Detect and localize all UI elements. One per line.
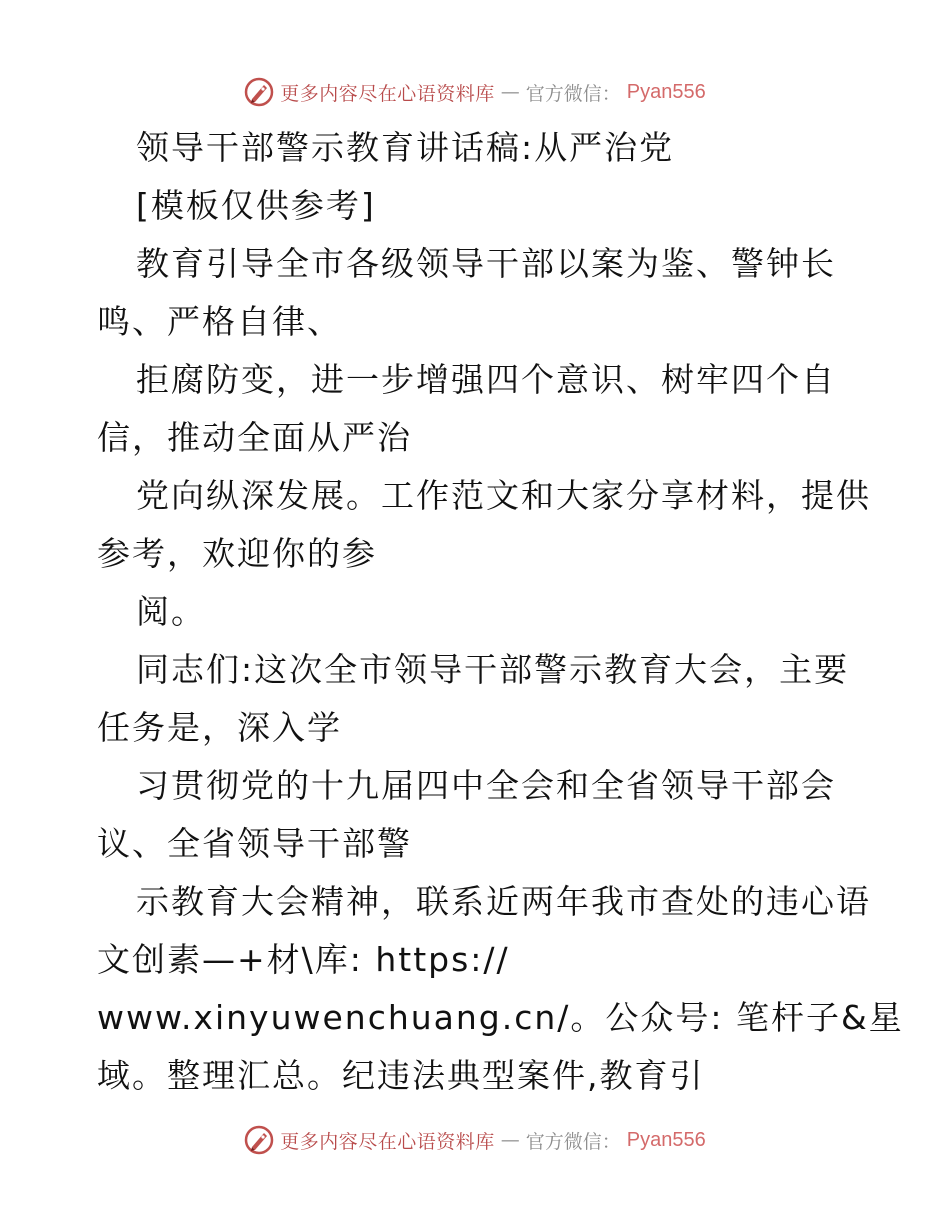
watermark-official-label: 官方微信： bbox=[525, 82, 621, 105]
paragraph-line: 同志们:这次全市领导干部警示教育大会，主要 bbox=[136, 650, 850, 689]
paragraph-line: 文创素—+材\库: https:// bbox=[97, 940, 510, 979]
paragraph-line: 拒腐防变，进一步增强四个意识、树牢四个自 bbox=[136, 360, 836, 399]
paragraph-line: 信，推动全面从严治 bbox=[97, 418, 412, 457]
pen-logo-icon bbox=[244, 77, 274, 107]
watermark-official-id: Pyan556 bbox=[626, 1128, 706, 1151]
paragraph-line: 教育引导全市各级领导干部以案为鉴、警钟长 bbox=[136, 244, 836, 283]
paragraph-line: 任务是，深入学 bbox=[97, 708, 342, 747]
watermark-official-id: Pyan556 bbox=[626, 80, 706, 103]
paragraph-line: 域。整理汇总。纪违法典型案件,教育引 bbox=[97, 1056, 705, 1095]
paragraph-line: 示教育大会精神，联系近两年我市查处的违心语 bbox=[136, 882, 871, 921]
footer-watermark bbox=[0, 1120, 950, 1160]
paragraph-line: 参考，欢迎你的参 bbox=[97, 534, 377, 573]
pen-logo-icon bbox=[244, 1125, 274, 1155]
template-note: [模板仅供参考] bbox=[136, 186, 376, 225]
paragraph-line: 阅。 bbox=[136, 592, 206, 631]
paragraph-line: www.xinyuwenchuang.cn/。公众号: 笔杆子&星 bbox=[97, 998, 904, 1037]
paragraph-line: 议、全省领导干部警 bbox=[97, 824, 412, 863]
header-watermark bbox=[0, 72, 950, 112]
watermark-official-label: 官方微信： bbox=[525, 1130, 621, 1153]
watermark-separator: — bbox=[500, 81, 520, 103]
watermark-brand-text: 更多内容尽在心语资料库 bbox=[280, 82, 495, 105]
watermark-separator: — bbox=[500, 1129, 520, 1151]
document-title: 领导干部警示教育讲话稿:从严治党 bbox=[136, 128, 675, 167]
paragraph-line: 党向纵深发展。工作范文和大家分享材料，提供 bbox=[136, 476, 871, 515]
paragraph-line: 习贯彻党的十九届四中全会和全省领导干部会 bbox=[136, 766, 836, 805]
paragraph-line: 鸣、严格自律、 bbox=[97, 302, 342, 341]
watermark-brand-text: 更多内容尽在心语资料库 bbox=[280, 1130, 495, 1153]
